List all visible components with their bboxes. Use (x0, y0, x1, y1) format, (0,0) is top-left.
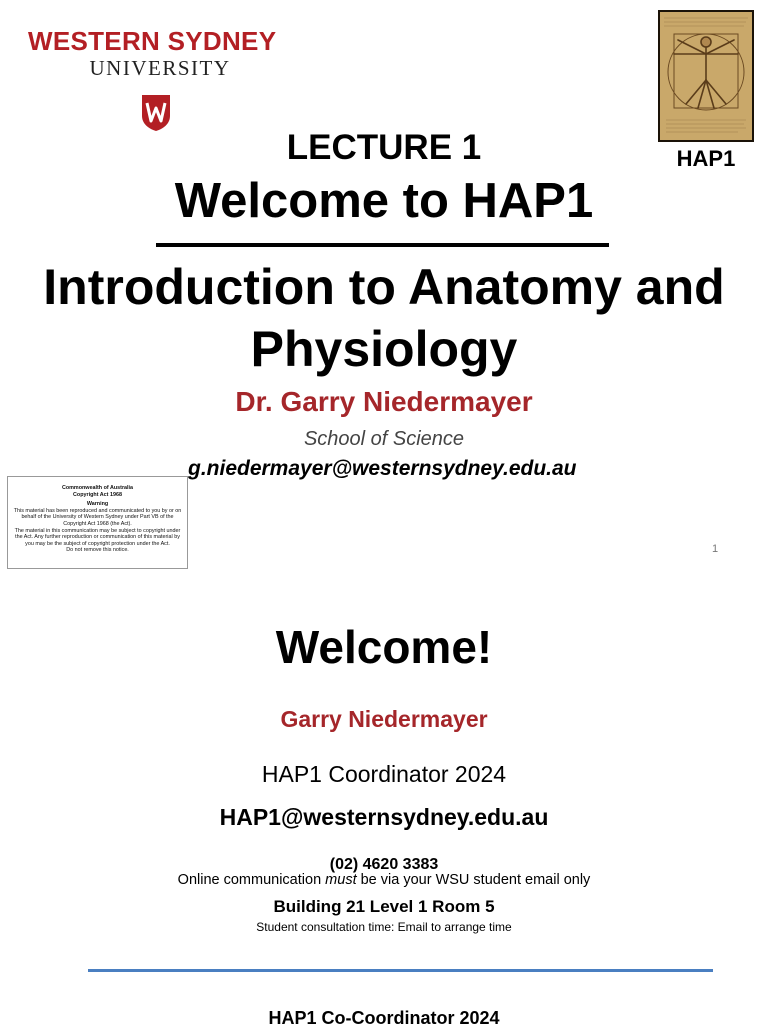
subtitle-line-1: Introduction to Anatomy and (43, 259, 725, 315)
consultation-time: Student consultation time: Email to arrange time (256, 920, 512, 934)
university-logo-wordmark: WESTERN SYDNEY (28, 26, 277, 56)
hap1-corner-label: HAP1 (676, 146, 736, 171)
online-note-pre: Online communication (177, 872, 326, 888)
subtitle-line-2: Physiology (250, 321, 518, 377)
online-note-emphasis: must (325, 872, 357, 888)
copyright-notice (7, 476, 188, 569)
online-note-post: be via your WSU student email only (356, 872, 591, 888)
school-name: School of Science (303, 428, 465, 450)
phone-number: (02) 4620 3383 (329, 856, 439, 873)
university-logo-subtitle: UNIVERSITY (89, 56, 231, 80)
online-communication-note (0, 872, 768, 888)
copyright-text-3: Do not remove this notice. (66, 547, 129, 554)
presenter-email[interactable]: g.niedermayer@westernsydney.edu.au (188, 457, 577, 480)
presenter-name: Dr. Garry Niedermayer (235, 386, 533, 417)
wsu-shield-icon (141, 94, 171, 132)
unit-email[interactable]: HAP1@westernsydney.edu.au (219, 804, 549, 830)
page-number: 1 (712, 543, 719, 555)
lecture-number: LECTURE 1 (286, 128, 482, 167)
copyright-text-2: The material in this communication may be subject to copyright under the Act. Any further reproduction or communication of this material by you may be the subject of copyright protection under the Act. (14, 527, 181, 547)
copyright-line-1: Commonwealth of Australia (61, 485, 134, 491)
co-coordinator-heading: HAP1 Co-Coordinator 2024 (268, 1008, 500, 1028)
copyright-line-2: Copyright Act 1968 (73, 491, 122, 498)
copyright-warning: Warning (86, 501, 109, 508)
office-location: Building 21 Level 1 Room 5 (273, 897, 495, 916)
title-divider (156, 243, 609, 247)
section-divider (88, 969, 713, 972)
slide-subtitle (0, 256, 768, 380)
coordinator-name: Garry Niedermayer (280, 706, 488, 732)
vitruvian-man-image (658, 10, 754, 142)
copyright-text-1: This material has been reproduced and communicated to you by or on behalf of the University of Western Sydney under Part VB of the Copyright Act 1968 (the Act). (13, 507, 182, 527)
welcome-heading: Welcome! (275, 621, 493, 673)
coordinator-role: HAP1 Coordinator 2024 (261, 761, 507, 787)
slide-title: Welcome to HAP1 (174, 174, 594, 228)
